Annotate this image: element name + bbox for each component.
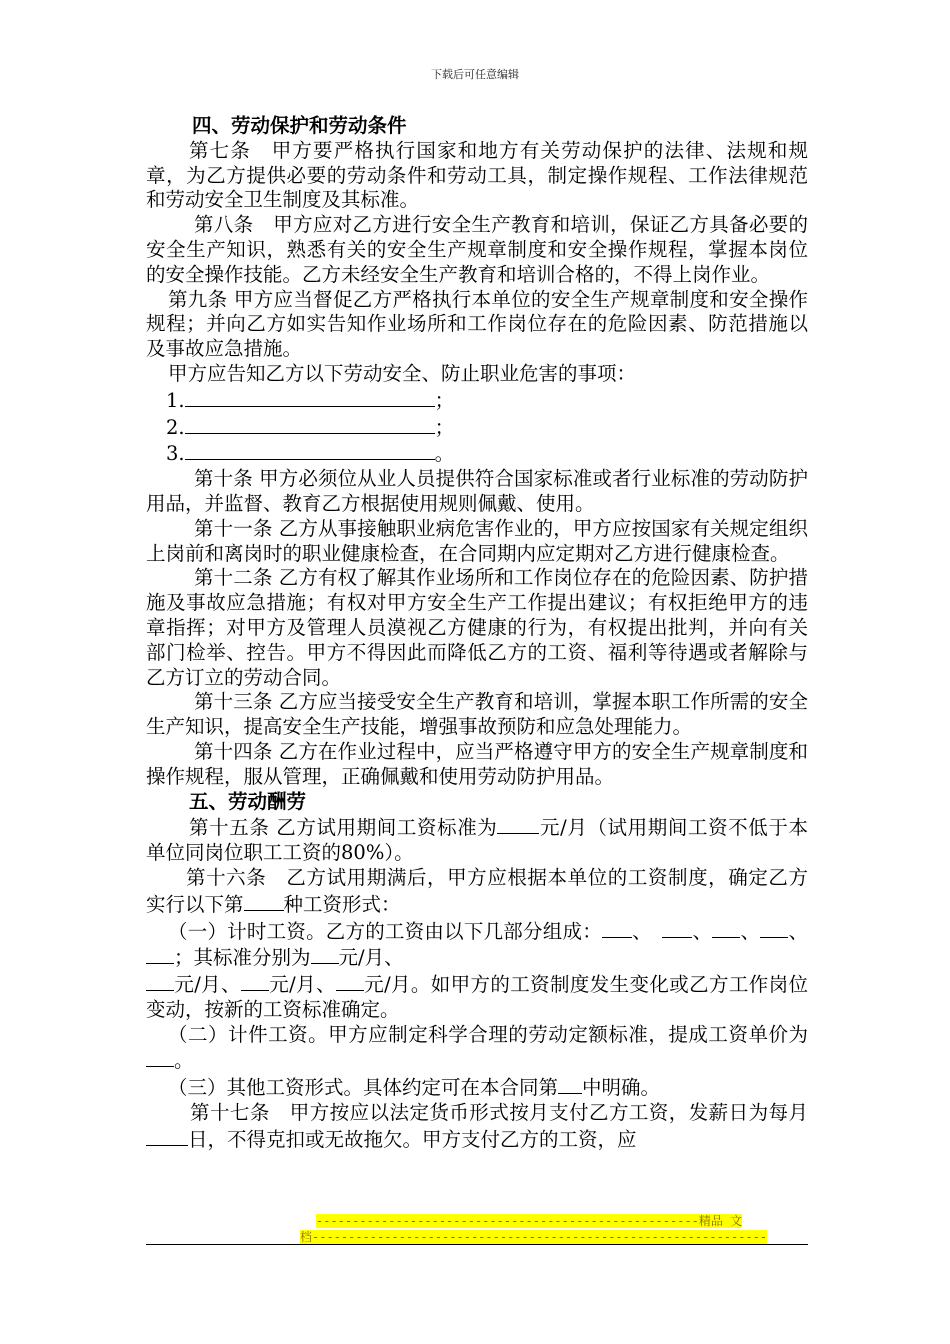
fill-blank: [311, 944, 339, 964]
article-11: 第十一条 乙方从事接触职业病危害作业的，甲方应按国家有关规定组织上岗前和离岗时的职业健康检查，在合同期内应定期对乙方进行健康检查。: [146, 516, 808, 565]
fill-blank: [146, 971, 174, 991]
fill-blank: [146, 944, 174, 964]
wage-form-3-text: （三）其他工资形式。具体约定可在本合同第: [168, 1076, 559, 1100]
wage-form-1: [146, 918, 808, 1023]
article-16-text-end: 种工资形式：: [283, 892, 401, 916]
article-17-text-end: 日，不得克扣或无故拖欠。甲方支付乙方的工资，应: [188, 1127, 637, 1151]
page-header: 下载后可任意编辑: [431, 68, 519, 81]
separator: 、: [692, 919, 713, 943]
fill-blank: [185, 440, 435, 460]
wage-form-2: [146, 1023, 808, 1075]
article-17: [146, 1101, 808, 1153]
fill-blank: [244, 891, 284, 911]
fill-blank: [146, 1126, 188, 1146]
article-8: 第八条 甲方应对乙方进行安全生产教育和培训，保证乙方具备必要的安全生产知识，熟悉有关的安全生产规章制度和安全操作规程，掌握本岗位的安全操作技能。乙方未经安全生产教育和培训合格的，不得上岗作业。: [146, 213, 808, 286]
list-item: [146, 387, 808, 414]
article-14: 第十四条 乙方在作业过程中，应当严格遵守甲方的安全生产规章制度和操作规程，服从管理，正确佩戴和使用劳动防护用品。: [146, 739, 808, 788]
article-10: 第十条 甲方必须位从业人员提供符合国家标准或者行业标准的劳动防护用品，并监督、教育乙方根据使用规则佩戴、使用。: [146, 467, 808, 515]
article-17-text: 第十七条 甲方按应以法定货币形式按月支付乙方工资，发薪日为每月: [190, 1101, 808, 1125]
list-item: [146, 414, 808, 441]
article-12: 第十二条 乙方有权了解其作业场所和工作岗位存在的危险因素、防护措施及事故应急措施；有权对甲方安全生产工作提出建议；有权拒绝甲方的违章指挥；对甲方及管理人员漠视乙方健康的行为，有权提出批判，并向有关部门检举、控告。甲方不得因此而降低乙方的工资、福利等待遇或者解除与乙方订立的劳动合同。: [146, 566, 808, 689]
fill-blank: [712, 918, 740, 938]
fill-blank: [241, 971, 269, 991]
unit-text: 元/月、: [174, 973, 241, 997]
list-item: [146, 440, 808, 467]
footer-line-1: -----------------------------------------------------精品 文: [316, 1214, 743, 1228]
article-15: [146, 814, 808, 866]
item-end: 。: [434, 442, 455, 466]
separator: 、: [631, 919, 652, 943]
wage-form-1-mid: ；其标准分别为: [174, 946, 311, 970]
item-end: ；: [434, 388, 455, 412]
article-16: [146, 866, 808, 918]
item-end: ；: [434, 415, 455, 439]
unit-text: 元/月、: [268, 973, 336, 997]
footer-divider: [146, 1244, 808, 1245]
document-body: [146, 114, 808, 1153]
footer-line-2: 档---------------------------------------------------------------: [300, 1230, 768, 1244]
wage-form-2-text: （二）计件工资。甲方应制定科学合理的劳动定额标准，提成工资单价为: [168, 1022, 808, 1046]
article-13: 第十三条 乙方应当接受安全生产教育和培训，掌握本职工作所需的安全生产知识，提高安全生产技能，增强事故预防和应急处理能力。: [146, 690, 808, 739]
item-number: 3.: [166, 442, 185, 466]
fill-blank: [497, 814, 539, 834]
article-15-text-end: 元/月（试用期间工资不低于本单位同岗位职工工资的80%）。: [146, 816, 808, 865]
section-4-title: 四、劳动保护和劳动条件: [192, 114, 407, 137]
article-16-text: 第十六条 乙方试用期满后，甲方应根据本单位的工资制度，确定乙方实行以下第: [146, 865, 808, 916]
separator: 、: [788, 919, 808, 943]
item-number: 2.: [166, 415, 185, 439]
fill-blank: [336, 971, 364, 991]
separator: 、: [740, 919, 761, 943]
article-9: 第九条 甲方应当督促乙方严格执行本单位的安全生产规章制度和安全操作规程；并向乙方如实告知作业场所和工作岗位存在的危险因素、防范措施以及事故应急措施。: [146, 287, 808, 361]
fill-blank: [760, 918, 788, 938]
article-7: 第七条 甲方要严格执行国家和地方有关劳动保护的法律、法规和规章，为乙方提供必要的劳动条件和劳动工具，制定操作规程、工作法律规范和劳动安全卫生制度及其标准。: [146, 138, 808, 212]
fill-blank: [185, 387, 435, 407]
item-number: 1.: [166, 388, 185, 412]
fill-blank: [602, 918, 632, 938]
fill-blank: [185, 414, 435, 434]
wage-form-1-end: 元/月。如甲方的工资制度发生变化或乙方工作岗位变动，按新的工资标准确定。: [146, 973, 808, 1021]
wage-form-3: [146, 1074, 808, 1101]
wage-form-3-end: 中明确。: [582, 1076, 661, 1100]
fill-blank: [662, 918, 692, 938]
wage-form-2-end: 。: [174, 1049, 194, 1073]
footer-watermark: [300, 1213, 767, 1245]
fill-blank: [146, 1047, 174, 1067]
section-5-title: 五、劳动酬劳: [189, 789, 307, 813]
article-15-text: 第十五条 乙方试用期间工资标准为: [189, 816, 498, 840]
wage-form-1-text: （一）计时工资。乙方的工资由以下几部分组成：: [168, 919, 602, 943]
notify-text: 甲方应告知乙方以下劳动安全、防止职业危害的事项：: [168, 361, 637, 385]
fill-blank: [558, 1074, 582, 1094]
unit-text: 元/月、: [338, 946, 404, 970]
